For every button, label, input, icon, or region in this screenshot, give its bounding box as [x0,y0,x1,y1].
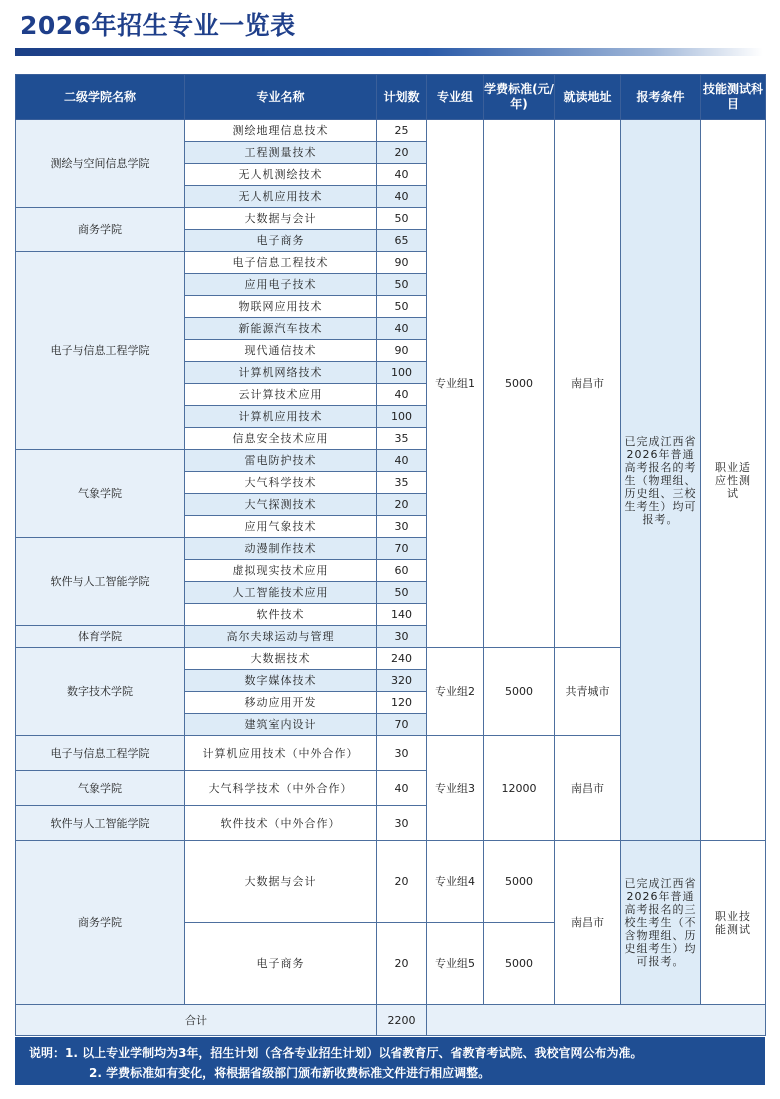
total-value: 2200 [377,1005,427,1036]
plan-cell: 35 [377,472,427,494]
plan-cell: 40 [377,164,427,186]
major-cell: 电子信息工程技术 [185,252,377,274]
major-cell: 虚拟现实技术应用 [185,560,377,582]
plan-cell: 100 [377,406,427,428]
skill-test-text: 职业技能测试 [715,909,751,936]
major-cell: 大数据技术 [185,648,377,670]
plan-cell: 40 [377,318,427,340]
college-cell: 商务学院 [16,208,185,252]
plan-cell: 40 [377,771,427,806]
major-cell: 计算机应用技术（中外合作） [185,736,377,771]
college-cell: 软件与人工智能学院 [16,538,185,626]
major-cell: 现代通信技术 [185,340,377,362]
college-cell: 气象学院 [16,450,185,538]
major-cell: 云计算技术应用 [185,384,377,406]
total-label: 合计 [16,1005,377,1036]
major-cell: 计算机网络技术 [185,362,377,384]
major-cell: 无人机测绘技术 [185,164,377,186]
plan-cell: 20 [377,923,427,1005]
major-cell: 应用电子技术 [185,274,377,296]
major-cell: 大气科学技术 [185,472,377,494]
plan-cell: 20 [377,494,427,516]
major-cell: 大数据与会计 [185,841,377,923]
fee-cell: 12000 [484,736,555,841]
fee-cell: 5000 [484,120,555,648]
plan-cell: 30 [377,806,427,841]
plan-cell: 140 [377,604,427,626]
plan-cell: 120 [377,692,427,714]
college-cell: 数字技术学院 [16,648,185,736]
fee-cell: 5000 [484,841,555,923]
major-cell: 电子商务 [185,923,377,1005]
plan-cell: 100 [377,362,427,384]
major-cell: 电子商务 [185,230,377,252]
major-cell: 新能源汽车技术 [185,318,377,340]
plan-cell: 35 [377,428,427,450]
major-cell: 雷电防护技术 [185,450,377,472]
plan-cell: 70 [377,538,427,560]
major-cell: 高尔夫球运动与管理 [185,626,377,648]
major-cell: 大气科学技术（中外合作） [185,771,377,806]
plan-cell: 65 [377,230,427,252]
plan-cell: 30 [377,736,427,771]
header-plan: 计划数 [377,75,427,120]
college-cell: 电子与信息工程学院 [16,252,185,450]
header-row [16,75,766,120]
location-cell: 南昌市 [555,841,621,1005]
plan-cell: 50 [377,274,427,296]
plan-cell: 70 [377,714,427,736]
plan-cell: 60 [377,560,427,582]
major-cell: 无人机应用技术 [185,186,377,208]
note-line-1: 说明：1. 以上专业学制均为3年，招生计划（含各专业招生计划）以省教育厅、省教育考试院、我校官网公布为准。 [29,1046,643,1060]
college-cell: 测绘与空间信息学院 [16,120,185,208]
plan-cell: 40 [377,384,427,406]
major-cell: 移动应用开发 [185,692,377,714]
header-major: 专业名称 [185,75,377,120]
group-cell: 专业组1 [427,120,484,648]
conditions-text: 已完成江西省2026年普通高考报名的三校生考生（不含物理组、历史组考生）均可报考。 [624,877,697,968]
major-cell: 测绘地理信息技术 [185,120,377,142]
header-location: 就读地址 [555,75,621,120]
skill-test-cell [701,841,766,1005]
group-cell: 专业组5 [427,923,484,1005]
college-cell: 电子与信息工程学院 [16,736,185,771]
header-college: 二级学院名称 [16,75,185,120]
header-group: 专业组 [427,75,484,120]
plan-cell: 50 [377,296,427,318]
college-cell: 商务学院 [16,841,185,1005]
plan-cell: 20 [377,841,427,923]
major-cell: 建筑室内设计 [185,714,377,736]
plan-cell: 240 [377,648,427,670]
note-line-2: 2. 学费标准如有变化，将根据省级部门颁布新收费标准文件进行相应调整。 [89,1066,491,1080]
plan-cell: 30 [377,516,427,538]
major-cell: 动漫制作技术 [185,538,377,560]
conditions-cell [621,841,701,1005]
notes-box [15,1037,765,1085]
college-cell: 体育学院 [16,626,185,648]
major-cell: 应用气象技术 [185,516,377,538]
location-cell: 共青城市 [555,648,621,736]
header-skill-test: 技能测试科目 [701,75,766,120]
college-cell: 气象学院 [16,771,185,806]
total-blank-cell [427,1005,766,1036]
plan-cell: 90 [377,340,427,362]
group-cell: 专业组2 [427,648,484,736]
table-row [16,120,766,142]
plan-cell: 40 [377,450,427,472]
plan-cell: 50 [377,208,427,230]
group-cell: 专业组4 [427,841,484,923]
fee-cell: 5000 [484,648,555,736]
plan-cell: 20 [377,142,427,164]
location-cell: 南昌市 [555,120,621,648]
college-cell: 软件与人工智能学院 [16,806,185,841]
page-title: 2026年招生专业一览表 [20,11,296,40]
major-cell: 人工智能技术应用 [185,582,377,604]
header-conditions: 报考条件 [621,75,701,120]
major-cell: 信息安全技术应用 [185,428,377,450]
title-underline-bar [15,48,763,56]
major-cell: 物联网应用技术 [185,296,377,318]
admissions-table [15,74,766,1036]
location-cell: 南昌市 [555,736,621,841]
major-cell: 计算机应用技术 [185,406,377,428]
plan-cell: 25 [377,120,427,142]
major-cell: 软件技术（中外合作） [185,806,377,841]
major-cell: 工程测量技术 [185,142,377,164]
fee-cell: 5000 [484,923,555,1005]
group-cell: 专业组3 [427,736,484,841]
plan-cell: 40 [377,186,427,208]
plan-cell: 320 [377,670,427,692]
total-row [16,1005,766,1036]
header-fee: 学费标准(元/年) [484,75,555,120]
plan-cell: 90 [377,252,427,274]
table-row [16,841,766,923]
plan-cell: 50 [377,582,427,604]
conditions-cell [621,120,701,841]
skill-test-cell [701,120,766,841]
conditions-text: 已完成江西省2026年普通高考报名的考生（物理组、历史组、三校生考生）均可报考。 [624,434,697,526]
skill-test-text: 职业适应性测试 [715,460,751,500]
major-cell: 大气探测技术 [185,494,377,516]
major-cell: 数字媒体技术 [185,670,377,692]
major-cell: 大数据与会计 [185,208,377,230]
plan-cell: 30 [377,626,427,648]
major-cell: 软件技术 [185,604,377,626]
